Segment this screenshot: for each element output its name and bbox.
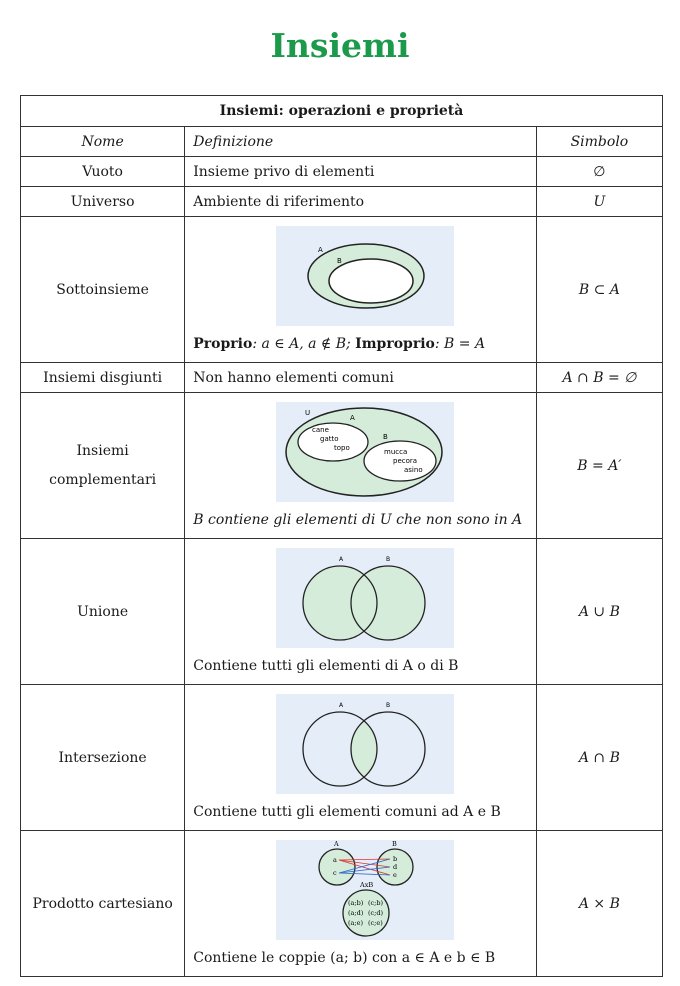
row-definition: Ambiente di riferimento — [185, 187, 537, 217]
axb-label: AxB — [359, 880, 373, 889]
row-name: Sottoinsieme — [21, 217, 185, 363]
pair: (c;b) — [367, 898, 383, 907]
b-item: asino — [403, 465, 423, 474]
row-symbol: U — [536, 187, 662, 217]
set-a-label: A — [338, 555, 343, 563]
intersection-caption: Contiene tutti gli elementi comuni ad A e B — [193, 803, 501, 820]
header-row — [21, 127, 663, 157]
table-row — [21, 393, 663, 539]
table-row — [21, 363, 663, 393]
row-definition: Non hanno elementi comuni — [185, 363, 537, 393]
row-name: Prodotto cartesiano — [21, 831, 185, 977]
table-caption: Insiemi: operazioni e proprietà — [21, 96, 663, 127]
complement-caption: B contiene gli elementi di U che non sono in A — [193, 511, 523, 528]
set-a-label: A — [349, 413, 355, 422]
table-row — [21, 187, 663, 217]
a-item: gatto — [319, 434, 339, 443]
row-symbol: A ∩ B — [536, 685, 662, 831]
table-row — [21, 831, 663, 977]
set-a-label: A — [338, 701, 343, 709]
row-definition — [185, 539, 537, 685]
set-b-label: B — [391, 839, 397, 848]
row-definition — [185, 217, 537, 363]
row-symbol: A ∪ B — [536, 539, 662, 685]
set-b-label: B — [336, 256, 342, 265]
set-a-label: A — [317, 245, 323, 254]
pair: (a;d) — [347, 908, 363, 917]
intersection-diagram — [276, 694, 454, 794]
set-b-label: B — [385, 701, 390, 709]
pair: (c;e) — [367, 918, 383, 927]
row-name: Vuoto — [21, 157, 185, 187]
page-title: Insiemi — [270, 26, 410, 65]
table-row — [21, 217, 663, 363]
a-item: cane — [311, 425, 329, 434]
table-row — [21, 539, 663, 685]
row-symbol: A × B — [536, 831, 662, 977]
row-definition — [185, 393, 537, 539]
complement-diagram — [276, 402, 454, 502]
row-definition: Insieme privo di elementi — [185, 157, 537, 187]
header-name: Nome — [21, 127, 185, 157]
b-item: d — [392, 862, 397, 871]
a-item: a — [332, 855, 337, 864]
row-symbol: A ∩ B = ∅ — [536, 363, 662, 393]
pair: (a;e) — [347, 918, 363, 927]
header-symbol: Simbolo — [536, 127, 662, 157]
header-definition: Definizione — [185, 127, 537, 157]
set-a-label: A — [333, 839, 339, 848]
row-name: Intersezione — [21, 685, 185, 831]
cartesian-caption: Contiene le coppie (a; b) con a ∈ A e b ∈ B — [193, 949, 496, 966]
set-u-label: U — [304, 408, 310, 417]
row-symbol: B = A′ — [536, 393, 662, 539]
table-row — [21, 157, 663, 187]
a-item: c — [332, 868, 337, 877]
b-item: mucca — [383, 447, 407, 456]
a-item: topo — [333, 443, 350, 452]
row-symbol: B ⊂ A — [536, 217, 662, 363]
subset-diagram — [276, 226, 454, 326]
pair: (c;d) — [367, 908, 383, 917]
subset-caption: Proprio: a ∈ A, a ∉ B; Improprio: B = A — [193, 335, 486, 352]
table-row — [21, 685, 663, 831]
row-name: Unione — [21, 539, 185, 685]
set-b-label: B — [382, 432, 388, 441]
b-item: e — [392, 870, 397, 879]
row-name: Universo — [21, 187, 185, 217]
sets-table — [20, 95, 663, 977]
row-definition — [185, 685, 537, 831]
row-symbol: ∅ — [536, 157, 662, 187]
cartesian-diagram — [276, 840, 454, 940]
row-definition — [185, 831, 537, 977]
union-caption: Contiene tutti gli elementi di A o di B — [193, 657, 459, 674]
b-item: b — [392, 854, 397, 863]
row-name: Insiemi complementari — [21, 393, 185, 539]
pair: (a;b) — [347, 898, 363, 907]
row-name: Insiemi disgiunti — [21, 363, 185, 393]
b-item: pecora — [392, 456, 417, 465]
union-diagram — [276, 548, 454, 648]
set-b-label: B — [385, 555, 390, 563]
